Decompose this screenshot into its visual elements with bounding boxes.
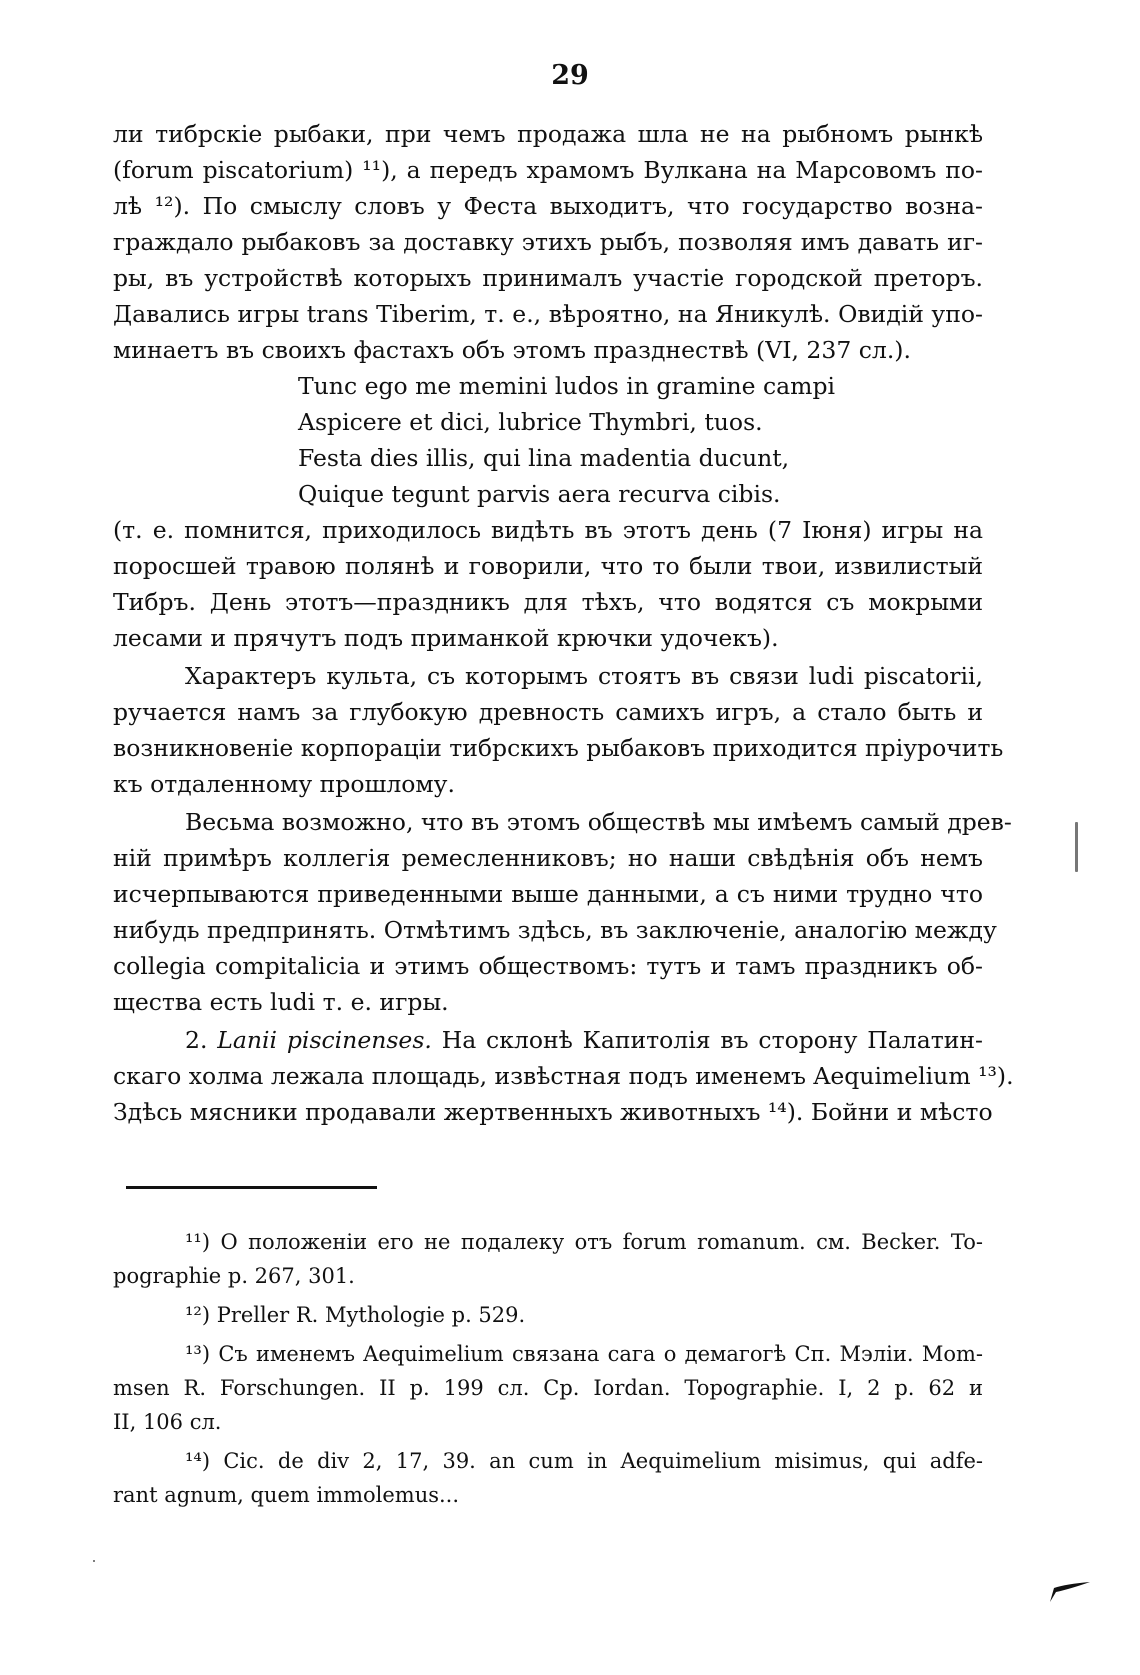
text-line: ній примѣръ коллегія ремесленниковъ; но наши свѣдѣнія объ немъ <box>113 844 983 872</box>
verse-line: Tunc ego me memini ludos in gramine campi <box>298 372 836 400</box>
text-line: поросшей травою полянѣ и говорили, что то были твои, извилистый <box>113 552 983 580</box>
paragraph-cult-character <box>113 658 1004 802</box>
footnote-line: pographie p. 267, 301. <box>113 1264 355 1288</box>
text-line: collegia compitalicia и этимъ обществомъ: тутъ и тамъ праздникъ об- <box>113 952 983 980</box>
verse-translation <box>113 512 983 656</box>
footnote-line: rant agnum, quem immolemus... <box>113 1483 460 1507</box>
footnote-line: ¹³) Съ именемъ Aequimelium связана сага о демагогѣ Сп. Мэліи. Mom- <box>185 1342 983 1366</box>
footnote-line: ¹⁴) Cic. de div 2, 17, 39. an cum in Aequimelium misimus, qui adfe- <box>185 1449 983 1473</box>
ovid-verse-quote <box>113 368 983 512</box>
footnote-line: II, 106 сл. <box>113 1410 222 1434</box>
text-line: исчерпываются приведенными выше данными, а съ ними трудно что <box>113 880 983 908</box>
text-line: лесами и прячутъ подъ приманкой крючки удочекъ). <box>113 624 779 652</box>
text-line <box>113 1022 983 1058</box>
main-text <box>113 116 1014 1130</box>
text-line: Характеръ культа, съ которымъ стоятъ въ связи ludi piscatorii, <box>185 662 983 690</box>
text-line: скаго холма лежала площадь, извѣстная подъ именемъ Aequimelium ¹³). <box>113 1062 1014 1090</box>
paragraph-ludi-piscatorii <box>113 116 983 368</box>
footnote-separator <box>126 1186 377 1189</box>
page-number: 29 <box>551 60 589 91</box>
text-line: нибудь предпринять. Отмѣтимъ здѣсь, въ заключеніе, аналогію между <box>113 916 997 944</box>
footnote-line: ¹²) Preller R. Mythologie p. 529. <box>185 1303 526 1327</box>
footnote-11 <box>113 1225 983 1293</box>
text-line: Тибръ. День этотъ—праздникъ для тѣхъ, что водятся съ мокрыми <box>113 588 983 616</box>
footnote-line: ¹¹) О положеніи его не подалеку отъ forum romanum. см. Becker. To- <box>185 1230 983 1254</box>
text-line: минаетъ въ своихъ фастахъ объ этомъ празднествѣ (VI, 237 сл.). <box>113 336 911 364</box>
text-line: Давались игры trans Tiberim, т. е., вѣроятно, на Яникулѣ. Овидій упо- <box>113 300 983 328</box>
paragraph-collegia <box>113 804 1012 1020</box>
section-number: 2. <box>185 1026 208 1054</box>
footnote-14 <box>113 1444 983 1512</box>
scan-speck <box>1075 822 1078 872</box>
text-line: ручается намъ за глубокую древность самихъ игръ, а стало быть и <box>113 698 983 726</box>
text-line: лѣ ¹²). По смыслу словъ у Феста выходитъ, что государство возна- <box>113 192 983 220</box>
footnote-line: msen R. Forschungen. II p. 199 сл. Ср. Iordan. Topographie. I, 2 p. 62 и <box>113 1376 983 1400</box>
footnote-13 <box>113 1337 983 1439</box>
verse-line: Quique tegunt parvis aera recurva cibis. <box>298 480 781 508</box>
text-line: ры, въ устройствѣ которыхъ принималъ участіе городской преторъ. <box>113 264 983 292</box>
text-line: ли тибрскіе рыбаки, при чемъ продажа шла не на рыбномъ рынкѣ <box>113 120 983 148</box>
text-line: Здѣсь мясники продавали жертвенныхъ животныхъ ¹⁴). Бойни и мѣсто <box>113 1098 993 1126</box>
text-line: (forum piscatorium) ¹¹), а передъ храмомъ Вулкана на Марсовомъ по- <box>113 156 983 184</box>
section-title: Lanii piscinenses. <box>217 1026 432 1054</box>
footnotes <box>113 1225 983 1512</box>
ink-mark-icon <box>1048 1580 1092 1604</box>
text-line: щества есть ludi т. е. игры. <box>113 988 449 1016</box>
verse-line: Festa dies illis, qui lina madentia ducunt, <box>298 444 790 472</box>
text-line: возникновеніе корпораціи тибрскихъ рыбаковъ приходится пріурочить <box>113 734 1004 762</box>
text-line: (т. е. помнится, приходилось видѣть въ этотъ день (7 Іюня) игры на <box>113 516 983 544</box>
text-fragment: На склонѣ Капитолія въ сторону Палатин- <box>441 1026 983 1054</box>
text-line: граждало рыбаковъ за доставку этихъ рыбъ, позволяя имъ давать иг- <box>113 228 983 256</box>
footnote-12 <box>113 1298 983 1332</box>
text-line: Весьма возможно, что въ этомъ обществѣ мы имѣемъ самый древ- <box>185 808 1012 836</box>
paragraph-lanii-piscinenses <box>113 1022 1014 1130</box>
verse-line: Aspicere et dici, lubrice Thymbri, tuos. <box>298 408 763 436</box>
scan-speck <box>93 1560 95 1562</box>
text-line: къ отдаленному прошлому. <box>113 770 455 798</box>
